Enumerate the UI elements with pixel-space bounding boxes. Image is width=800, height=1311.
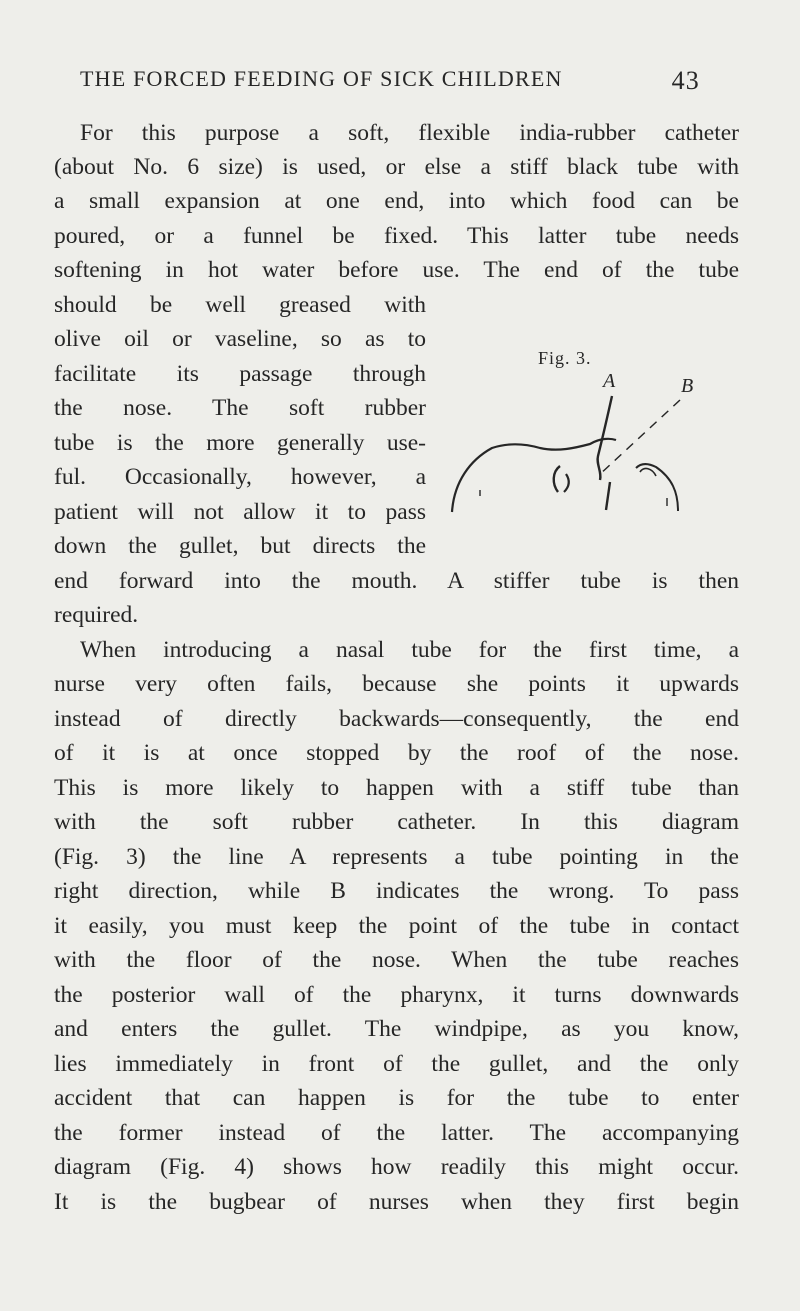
text-line: instead of directly backwards—consequently, the end (54, 706, 739, 732)
running-header (80, 66, 700, 95)
text-line: When introducing a nasal tube for the first time, a (80, 637, 739, 663)
pharynx-detail (640, 469, 656, 476)
text-line: (Fig. 3) the line A represents a tube pointing in the (54, 844, 739, 870)
text-line: the nose. The soft rubber (54, 395, 426, 421)
text-line: (about No. 6 size) is used, or else a stiff black tube with (54, 154, 739, 180)
figure-caption: Fig. 3. (538, 348, 592, 368)
text-line: softening in hot water before use. The end of the tube (54, 257, 739, 283)
header-title: THE FORCED FEEDING OF SICK CHILDREN (80, 66, 563, 91)
text-line: lies immediately in front of the gullet, and the only (54, 1051, 739, 1077)
text-line: with the soft rubber catheter. In this diagram (54, 809, 739, 835)
text-line: diagram (Fig. 4) shows how readily this might occur. (54, 1154, 739, 1180)
pharynx-outline (636, 464, 678, 511)
text-line: it easily, you must keep the point of the tube in contact (54, 913, 739, 939)
text-line: of it is at once stopped by the roof of the nose. (54, 740, 739, 766)
turbinate-right (564, 474, 569, 492)
text-line: should be well greased with (54, 292, 426, 318)
text-line: nurse very often fails, because she points it upwards (54, 671, 739, 697)
tube-line-a-lower (606, 482, 610, 510)
text-line: and enters the gullet. The windpipe, as you know, (54, 1016, 739, 1042)
text-line: the posterior wall of the pharynx, it turns downwards (54, 982, 739, 1008)
label-a: A (603, 372, 616, 392)
text-line: olive oil or vaseline, so as to (54, 326, 426, 352)
text-line: with the floor of the nose. When the tube reaches (54, 947, 739, 973)
text-line: This is more likely to happen with a stiff tube than (54, 775, 739, 801)
page-number: 43 (671, 66, 700, 95)
label-b: B (681, 375, 694, 397)
text-line: right direction, while B indicates the wrong. To pass (54, 878, 739, 904)
text-line: end forward into the mouth. A stiffer tube is then (54, 568, 739, 594)
text-line: ful. Occasionally, however, a (54, 464, 426, 490)
text-line: patient will not allow it to pass (54, 499, 426, 525)
nasal-tube-diagram (440, 372, 700, 522)
palate-outline (452, 439, 616, 512)
text-line: tube is the more generally use- (54, 430, 426, 456)
text-line: a small expansion at one end, into which food can be (54, 188, 739, 214)
text-line: down the gullet, but directs the (54, 533, 426, 559)
text-line: the former instead of the latter. The accompanying (54, 1120, 739, 1146)
text-line: accident that can happen is for the tube to enter (54, 1085, 739, 1111)
text-line: facilitate its passage through (54, 361, 426, 387)
turbinate-left (554, 466, 560, 492)
text-line: poured, or a funnel be fixed. This latter tube needs (54, 223, 739, 249)
text-line: It is the bugbear of nurses when they first begin (54, 1189, 739, 1215)
text-line: For this purpose a soft, flexible india-rubber catheter (80, 120, 739, 146)
text-line: required. (54, 602, 139, 628)
